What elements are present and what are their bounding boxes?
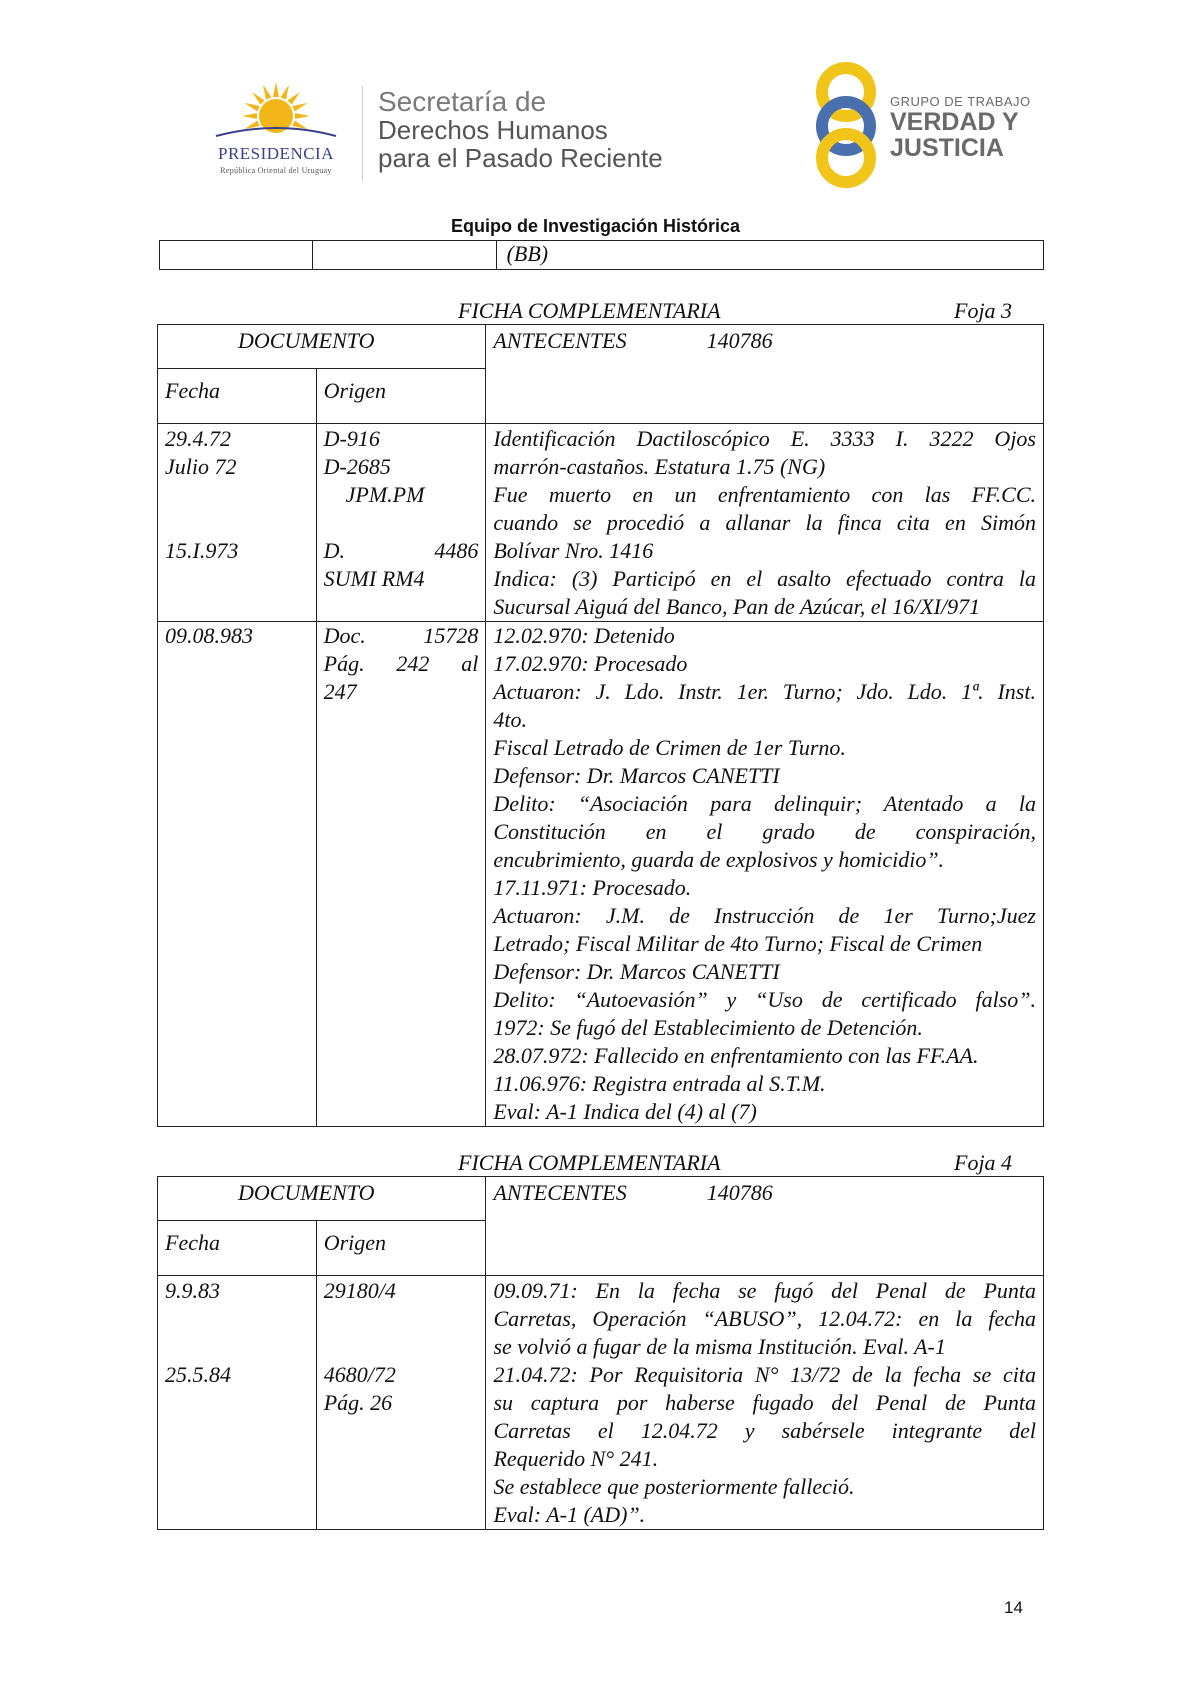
origen-line: D-2685 (323, 454, 391, 479)
text-line: Fue muerto en un enfrentamiento con las FF.CC. (493, 482, 1036, 507)
origen-line: SUMI RM4 (323, 566, 425, 591)
origen-cell (316, 1276, 486, 1530)
text-line: su captura por haberse fugado del Penal de Punta (493, 1390, 1036, 1415)
gtvj-line-2: VERDAD Y (890, 108, 1019, 136)
fecha-cell (158, 1276, 317, 1530)
origen-line: D. 4486 (323, 538, 479, 563)
text-line: Delito: “Autoevasión” y “Uso de certificado falso”. (493, 987, 1036, 1012)
antecedentes-label: ANTECENTES (493, 1180, 627, 1205)
ficha-4-foja: Foja 4 (954, 1150, 1013, 1175)
fecha-header: Fecha (158, 1221, 317, 1276)
text-line: 17.11.971: Procesado. (493, 875, 692, 900)
text-line: Eval: A-1 (AD)”. (493, 1502, 646, 1527)
text-line: Constitución en el grado de conspiración, (493, 819, 1036, 844)
text-line: marrón-castaños. Estatura 1.75 (NG) (493, 454, 826, 479)
gtvj-line-1: GRUPO DE TRABAJO (890, 94, 1031, 109)
header-divider (362, 86, 363, 181)
text-line: se volvió a fugar de la misma Institución. Eval. A-1 (493, 1334, 946, 1359)
table-row (158, 622, 1044, 1127)
antecedentes-cell (486, 424, 1044, 622)
secretaria-logo-text (378, 88, 663, 172)
fecha-line: 15.I.973 (165, 538, 239, 563)
secretaria-line-1: Secretaría de (378, 86, 547, 117)
origen-cell (316, 622, 486, 1127)
text-line: 1972: Se fugó del Establecimiento de Detención. (493, 1015, 923, 1040)
text-line: 11.06.976: Registra entrada al S.T.M. (493, 1071, 826, 1096)
text-line: Delito: “Asociación para delinquir; Atentado a la (493, 791, 1036, 816)
antecedentes-number: 140786 (706, 328, 773, 353)
origen-line: Pág. 242 al (323, 651, 479, 676)
origen-line (324, 1305, 479, 1333)
origen-line (324, 509, 479, 537)
text-line: Se establece que posteriormente falleció. (493, 1474, 855, 1499)
text-line: Bolívar Nro. 1416 (493, 538, 654, 563)
ficha-3-title: FICHA COMPLEMENTARIA (458, 298, 721, 323)
text-line: Actuaron: J. Ldo. Instr. 1er. Turno; Jdo. Ldo. 1ª. Inst. (493, 679, 1036, 704)
verdad-justicia-logo (808, 62, 1031, 188)
presidencia-logo (196, 80, 356, 180)
origen-line: Doc. 15728 (323, 623, 479, 648)
fecha-line: 09.08.983 (165, 623, 253, 648)
fecha-line: 29.4.72 (165, 426, 231, 451)
continuation-table (159, 240, 1044, 270)
text-line: 12.02.970: Detenido (493, 623, 675, 648)
text-line: 09.09.71: En la fecha se fugó del Penal de Punta (493, 1278, 1036, 1303)
fecha-line: 25.5.84 (165, 1362, 231, 1387)
text-line: encubrimiento, guarda de explosivos y homicidio”. (493, 847, 945, 872)
text-line: Fiscal Letrado de Crimen de 1er Turno. (493, 735, 846, 760)
text-line: Eval: A-1 Indica del (4) al (7) (493, 1099, 757, 1124)
fecha-line (165, 509, 309, 537)
continuation-cell-1 (160, 241, 313, 270)
ficha-3-foja: Foja 3 (954, 298, 1013, 323)
ficha-3-table (157, 324, 1044, 1127)
fecha-line: 9.9.83 (165, 1278, 220, 1303)
continuation-cell-3: (BB) (496, 241, 1043, 270)
table-row (158, 424, 1044, 622)
origen-line: JPM.PM (345, 482, 425, 507)
origen-header: Origen (316, 1221, 486, 1276)
origen-line (324, 1333, 479, 1361)
secretaria-line-2: Derechos Humanos (378, 115, 608, 145)
antecedentes-header (486, 1177, 1044, 1276)
fecha-line (165, 1333, 309, 1361)
secretaria-line-3: para el Pasado Reciente (378, 143, 663, 173)
gtvj-line-3: JUSTICIA (890, 134, 1004, 162)
presidencia-word: PRESIDENCIA (217, 144, 334, 163)
fecha-line (165, 481, 309, 509)
origen-line: 4680/72 (323, 1362, 396, 1387)
text-line: Defensor: Dr. Marcos CANETTI (493, 763, 780, 788)
text-line: 17.02.970: Procesado (493, 651, 688, 676)
sun-emblem-icon (196, 80, 356, 150)
antecedentes-cell (486, 1276, 1044, 1530)
documento-header: DOCUMENTO (158, 325, 486, 369)
origen-line: Pág. 26 (323, 1390, 393, 1415)
origen-line: 247 (323, 679, 357, 704)
antecedentes-label: ANTECENTES (493, 328, 627, 353)
linked-rings-icon (808, 62, 888, 188)
origen-cell (316, 424, 486, 622)
fecha-line (165, 565, 309, 593)
team-title: Equipo de Investigación Histórica (450, 216, 741, 236)
antecedentes-header (486, 325, 1044, 424)
origen-header: Origen (316, 369, 486, 424)
ficha-4-table (157, 1176, 1044, 1530)
text-line: Indica: (3) Participó en el asalto efectuado contra la (493, 566, 1036, 591)
origen-line: 29180/4 (323, 1278, 396, 1303)
text-line: Identificación Dactiloscópico E. 3333 I. 3222 Ojos (493, 426, 1036, 451)
text-line: 21.04.72: Por Requisitoria N° 13/72 de la fecha se cita (493, 1362, 1036, 1387)
text-line: Defensor: Dr. Marcos CANETTI (493, 959, 780, 984)
fecha-line (165, 1305, 309, 1333)
fecha-cell (158, 424, 317, 622)
page-number: 14 (1004, 1598, 1023, 1617)
documento-header: DOCUMENTO (158, 1177, 486, 1221)
text-line: Requerido N° 241. (493, 1446, 659, 1471)
antecedentes-cell (486, 622, 1044, 1127)
ficha-4-title: FICHA COMPLEMENTARIA (458, 1150, 721, 1175)
text-line: cuando se procedió a allanar la finca cita en Simón (493, 510, 1036, 535)
text-line: Carretas el 12.04.72 y sabérsele integrante del (493, 1418, 1036, 1443)
text-line: Carretas, Operación “ABUSO”, 12.04.72: en la fecha (493, 1306, 1036, 1331)
text-line: Actuaron: J.M. de Instrucción de 1er Turno;Juez (493, 903, 1036, 928)
fecha-cell (158, 622, 317, 1127)
table-row (158, 1276, 1044, 1530)
fecha-header: Fecha (158, 369, 317, 424)
text-line: Sucursal Aiguá del Banco, Pan de Azúcar, el 16/XI/971 (493, 594, 981, 619)
continuation-cell-2 (312, 241, 496, 270)
text-line: 28.07.972: Fallecido en enfrentamiento con las FF.AA. (493, 1043, 979, 1068)
fecha-line: Julio 72 (165, 454, 237, 479)
presidencia-subtitle: República Oriental del Uruguay (220, 166, 332, 175)
text-line: Letrado; Fiscal Militar de 4to Turno; Fiscal de Crimen (493, 931, 983, 956)
origen-line: D-916 (323, 426, 380, 451)
text-line: 4to. (493, 707, 527, 732)
antecedentes-number: 140786 (706, 1180, 773, 1205)
